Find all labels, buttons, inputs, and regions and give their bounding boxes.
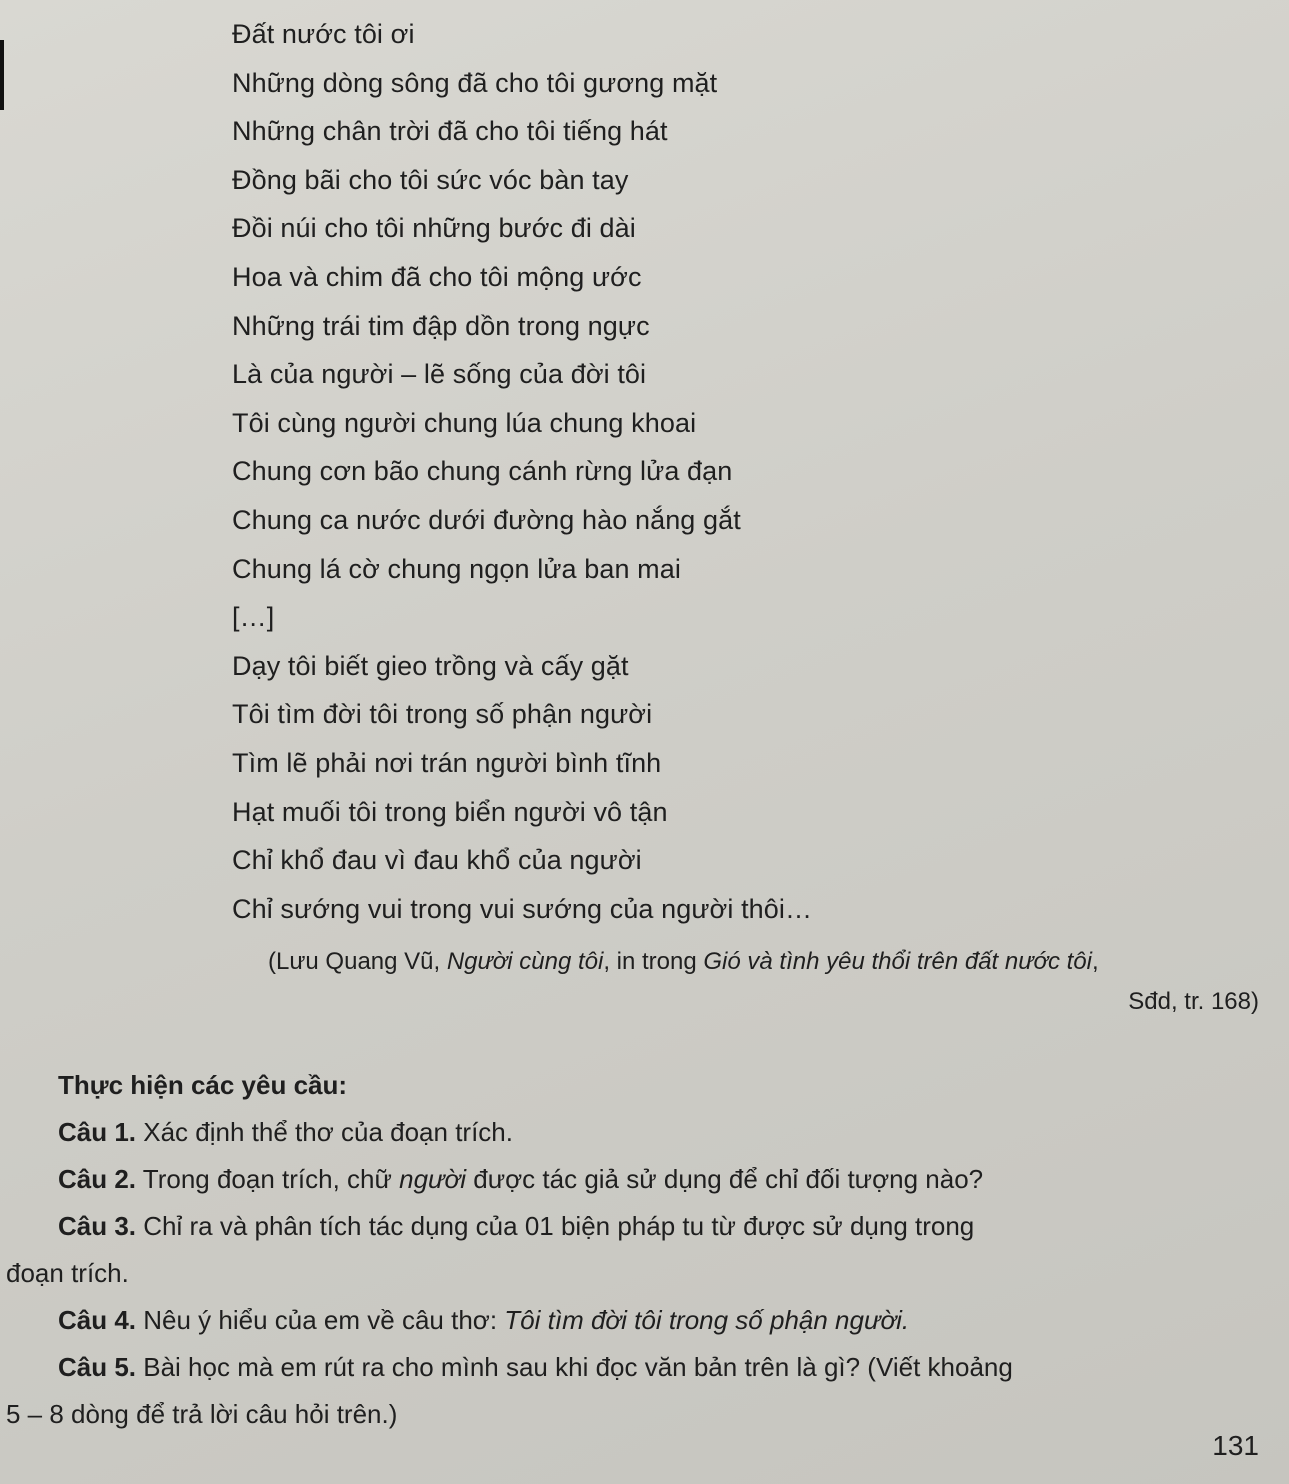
citation-middle: , in trong xyxy=(603,948,704,975)
poem-excerpt xyxy=(232,10,1232,933)
question-text: Xác định thể thơ của đoạn trích. xyxy=(136,1117,513,1147)
question-text: Bài học mà em rút ra cho mình sau khi đọc văn bản trên là gì? (Viết khoảng xyxy=(136,1352,1013,1382)
poem-line: Là của người – lẽ sống của đời tôi xyxy=(232,359,647,390)
poem-line: Tôi cùng người chung lúa chung khoai xyxy=(232,407,697,438)
poem-line: Đất nước tôi ơi xyxy=(232,19,415,49)
poem-line: Đồi núi cho tôi những bước đi dài xyxy=(232,213,636,244)
poem-line: Tìm lẽ phải nơi trán người bình tĩnh xyxy=(232,747,662,778)
poem-line: Đồng bãi cho tôi sức vóc bàn tay xyxy=(232,164,629,195)
poem-line: Những chân trời đã cho tôi tiếng hát xyxy=(232,116,668,147)
question-label: Câu 3. xyxy=(58,1211,137,1241)
poem-line: Dạy tôi biết gieo trồng và cấy gặt xyxy=(232,650,629,681)
poem-line: Chỉ sướng vui trong vui sướng của người thôi… xyxy=(232,893,813,924)
poem-line: Chung lá cờ chung ngọn lửa ban mai xyxy=(232,553,681,584)
question-4 xyxy=(58,1297,1278,1344)
question-label: Câu 2. xyxy=(58,1164,137,1194)
question-emphasis: Tôi tìm đời tôi trong số phận người. xyxy=(504,1305,910,1335)
question-3 xyxy=(58,1203,1278,1250)
citation-suffix: , xyxy=(1091,948,1099,975)
poem-citation xyxy=(268,942,1263,1022)
question-emphasis: người xyxy=(399,1164,467,1194)
citation-source: Sđd, tr. 168) xyxy=(1128,988,1259,1015)
citation-book-title: Gió và tình yêu thổi trên đất nước tôi xyxy=(703,948,1092,975)
question-5-continuation: 5 – 8 dòng để trả lời câu hỏi trên.) xyxy=(6,1399,398,1429)
question-label: Câu 1. xyxy=(58,1117,137,1147)
questions-section xyxy=(6,1062,1278,1438)
poem-line: […] xyxy=(232,602,275,633)
poem-line: Chung cơn bão chung cánh rừng lửa đạn xyxy=(232,456,733,487)
citation-prefix: (Lưu Quang Vũ, xyxy=(268,948,447,975)
page-number: 131 xyxy=(1212,1430,1259,1461)
poem-line: Những dòng sông đã cho tôi gương mặt xyxy=(232,67,718,98)
question-1 xyxy=(58,1109,1278,1156)
question-2 xyxy=(58,1156,1278,1203)
question-5 xyxy=(58,1344,1278,1391)
questions-heading: Thực hiện các yêu cầu: xyxy=(58,1070,348,1100)
question-text: Trong đoạn trích, chữ xyxy=(136,1164,400,1194)
citation-line xyxy=(268,942,1263,982)
question-text: Chỉ ra và phân tích tác dụng của 01 biện pháp tu từ được sử dụng trong xyxy=(136,1211,975,1241)
poem-line: Hạt muối tôi trong biển người vô tận xyxy=(232,796,668,827)
question-text: được tác giả sử dụng để chỉ đối tượng nào? xyxy=(466,1164,984,1194)
poem-line: Tôi tìm đời tôi trong số phận người xyxy=(232,699,653,730)
page-edge-mark xyxy=(0,40,4,110)
question-label: Câu 5. xyxy=(58,1352,137,1382)
question-3-continuation: đoạn trích. xyxy=(6,1258,129,1288)
question-text: Nêu ý hiểu của em về câu thơ: xyxy=(136,1305,505,1335)
question-label: Câu 4. xyxy=(58,1305,137,1335)
poem-line: Chung ca nước dưới đường hào nắng gắt xyxy=(232,504,741,535)
citation-poem-title: Người cùng tôi xyxy=(446,948,604,975)
poem-line: Những trái tim đập dồn trong ngực xyxy=(232,310,650,341)
poem-line: Hoa và chim đã cho tôi mộng ước xyxy=(232,261,642,292)
poem-line: Chỉ khổ đau vì đau khổ của người xyxy=(232,845,642,876)
